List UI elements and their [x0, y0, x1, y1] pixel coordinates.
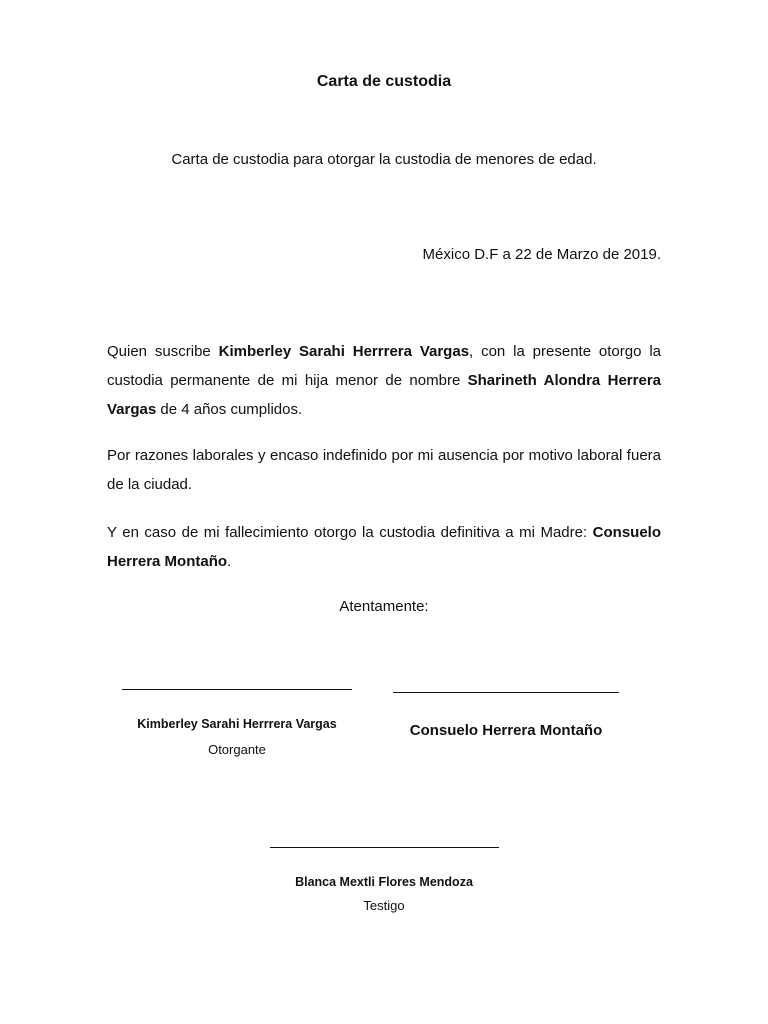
guardian-name: Consuelo Herrera Montaño — [409, 722, 603, 739]
document-subtitle: Carta de custodia para otorgar la custodia de menores de edad. — [171, 151, 597, 168]
witness-signature-line — [270, 847, 499, 848]
paragraph-text: Por razones laborales y encaso indefinido por mi ausencia por motivo laboral fuera de la ciudad. — [107, 447, 661, 493]
witness-name: Blanca Mextli Flores Mendoza — [295, 875, 473, 889]
paragraph-text: Y en caso de mi fallecimiento otorgo la custodia definitiva a mi Madre: — [107, 524, 593, 541]
grantor-name: Kimberley Sarahi Herrrera Vargas — [137, 717, 337, 731]
date-line: México D.F a 22 de Marzo de 2019. — [422, 246, 661, 263]
grantor-name-inline: Kimberley Sarahi Herrrera Vargas — [218, 343, 470, 360]
child-name-inline: Sharineth Alondra Herrera Vargas — [107, 372, 661, 418]
grantor-signature-line — [122, 689, 352, 690]
paragraph-text: , con la presente otorgo la custodia permanente de mi hija menor de nombre — [107, 343, 661, 389]
paragraph-reasons — [107, 441, 661, 499]
paragraph-text: de 4 años cumplidos. — [156, 401, 303, 418]
paragraph-definitive — [107, 518, 661, 576]
closing-salutation: Atentamente: — [339, 598, 429, 615]
document-title: Carta de custodia — [316, 73, 452, 90]
guardian-name-inline: Consuelo Herrera Montaño — [107, 524, 661, 570]
paragraph-text: . — [227, 553, 232, 570]
paragraph-grant — [107, 337, 661, 424]
guardian-signature-line — [393, 692, 619, 693]
witness-role: Testigo — [363, 898, 405, 913]
grantor-role: Otorgante — [208, 742, 266, 757]
paragraph-text: Quien suscribe — [107, 343, 219, 360]
